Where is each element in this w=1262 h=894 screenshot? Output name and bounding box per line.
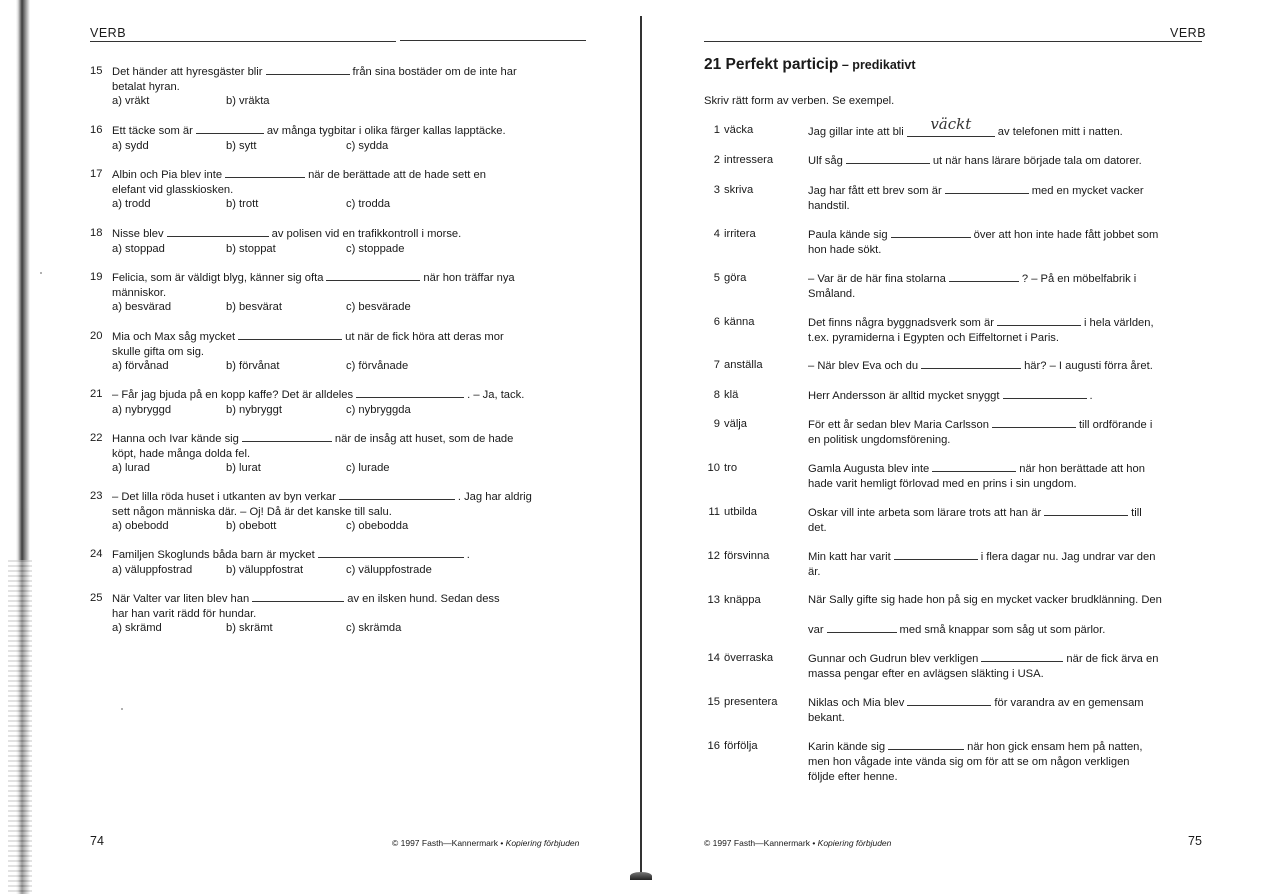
answer-blank[interactable]: [266, 64, 350, 75]
left-header-rule: [90, 41, 396, 42]
row-text-line3: följde efter henne.: [808, 771, 898, 783]
book-gutter-foot: [630, 872, 652, 880]
row-text: när hon berättade att hon: [1019, 463, 1145, 475]
question-18: [90, 226, 590, 257]
question-24: [90, 547, 590, 578]
row-verb: göra: [724, 272, 747, 284]
question-25: [90, 591, 590, 636]
row-text: Gamla Augusta blev inte: [808, 463, 930, 475]
book-gutter: [640, 16, 642, 878]
question-text-line2: sett någon människa där. – Oj! Då är det kanske till salu.: [112, 505, 392, 518]
row-text-line2: massa pengar efter en avlägsen släkting i USA.: [808, 668, 1044, 680]
question-number: 24: [90, 548, 103, 560]
option-c[interactable]: c) trodda: [346, 198, 391, 210]
option-c[interactable]: c) skrämda: [346, 622, 402, 634]
option-c[interactable]: c) obebodda: [346, 520, 409, 532]
exercise-row-1: [704, 115, 1204, 140]
row-text-line2: handstil.: [808, 200, 850, 212]
question-text: Mia och Max såg mycket: [112, 331, 236, 343]
row-text: ut när hans lärare började tala om datorer.: [932, 155, 1142, 167]
row-text: – När blev Eva och du: [808, 360, 919, 372]
exercise-row-13-cont: [704, 622, 1204, 638]
row-text: ? – På en möbelfabrik i: [1021, 273, 1137, 285]
exercise-row-6: [704, 315, 1204, 346]
exercise-row-13: [704, 593, 1204, 608]
question-text: Hanna och Ivar kände sig: [112, 433, 239, 445]
row-verb: skriva: [724, 184, 754, 196]
question-text: ut när de fick höra att deras mor: [345, 331, 504, 343]
copyright-text: © 1997 Fasth—Kannermark •: [704, 838, 818, 848]
exercise-row-7: [704, 358, 1204, 374]
question-text: av en ilsken hund. Sedan dess: [347, 593, 500, 605]
option-b[interactable]: b) besvärat: [226, 301, 282, 313]
row-text: Ulf såg: [808, 155, 843, 167]
option-b[interactable]: b) skrämt: [226, 622, 273, 634]
row-verb: känna: [724, 316, 755, 328]
exercise-row-9: [704, 417, 1204, 448]
row-text: för varandra av en gemensam: [994, 697, 1144, 709]
answer-blank[interactable]: [827, 622, 897, 633]
question-text: Nisse blev: [112, 228, 164, 240]
row-text-line2: t.ex. pyramiderna i Egypten och Eiffeltornet i Paris.: [808, 332, 1060, 344]
row-text-line2: det.: [808, 522, 827, 534]
handwritten-answer: väckt: [930, 115, 972, 133]
option-c[interactable]: c) väluppfostrade: [346, 563, 432, 576]
answer-blank[interactable]: [932, 461, 1016, 472]
exercise-row-2: [704, 153, 1204, 169]
exercise-row-5: [704, 271, 1204, 302]
answer-blank[interactable]: [997, 315, 1081, 326]
answer-blank[interactable]: [888, 739, 964, 750]
answer-blank[interactable]: [318, 547, 464, 558]
row-text: med en mycket vacker: [1031, 185, 1144, 197]
question-number: 25: [90, 592, 103, 604]
exercise-instruction: Skriv rätt form av verben. Se exempel.: [704, 95, 895, 107]
answer-blank[interactable]: [196, 123, 264, 134]
row-text: av telefonen mitt i natten.: [997, 126, 1123, 138]
exercise-title: [704, 56, 916, 74]
right-header-rule: [704, 41, 1202, 42]
row-verb: utbilda: [724, 506, 757, 518]
row-verb: försvinna: [724, 550, 770, 562]
answer-blank[interactable]: [225, 167, 305, 178]
answer-blank[interactable]: [846, 153, 930, 164]
question-text: Familjen Skoglunds båda barn är mycket: [112, 549, 315, 561]
row-verb: väcka: [724, 124, 754, 136]
row-number: 16: [707, 740, 720, 752]
row-verb: irritera: [724, 228, 756, 240]
question-number: 22: [90, 432, 103, 444]
question-text-line2: skulle gifta om sig.: [112, 345, 205, 358]
row-verb: anställa: [724, 359, 763, 371]
question-20: [90, 329, 590, 374]
row-text-line2: hon hade sökt.: [808, 244, 882, 256]
right-page-header: VERB: [1170, 26, 1207, 40]
question-text: Felicia, som är väldigt blyg, känner sig ofta: [112, 272, 324, 284]
question-text-line2: har han varit rädd för hundar.: [112, 607, 257, 620]
option-a[interactable]: a) obebodd: [112, 520, 169, 532]
row-number: 5: [713, 272, 720, 284]
question-text: . Jag har aldrig: [457, 491, 532, 503]
question-text: från sina bostäder om de inte har: [352, 66, 517, 78]
left-page-header: VERB: [90, 26, 127, 40]
answer-blank[interactable]: [238, 329, 342, 340]
row-text: med små knappar som såg ut som pärlor.: [899, 624, 1106, 636]
question-number: 19: [90, 271, 103, 283]
scan-noise: [8, 560, 32, 894]
copyright-notice: Kopiering förbjuden: [817, 838, 892, 848]
scan-speck: [121, 708, 123, 710]
question-text: När Valter var liten blev han: [112, 593, 250, 605]
option-a[interactable]: a) väluppfostrad: [112, 563, 193, 576]
row-text: Herr Andersson är alltid mycket snyggt: [808, 390, 1000, 402]
exercise-row-14: [704, 651, 1204, 682]
option-a[interactable]: a) förvånad: [112, 360, 169, 372]
answer-blank[interactable]: [992, 417, 1076, 428]
question-text: Det händer att hyresgäster blir: [112, 66, 263, 78]
row-text: när hon gick ensam hem på natten,: [967, 741, 1143, 753]
answer-blank[interactable]: [339, 489, 455, 500]
row-text: Min katt har varit: [808, 551, 891, 563]
exercise-row-10: [704, 461, 1204, 492]
row-number: 6: [713, 316, 720, 328]
answer-blank[interactable]: [921, 358, 1021, 369]
question-22: [90, 431, 590, 476]
question-19: [90, 270, 590, 315]
question-text: .: [466, 549, 470, 561]
row-text: När Sally gifte sig hade hon på sig en mycket vacker brudklänning. Den: [808, 594, 1162, 606]
row-text: i flera dagar nu. Jag undrar var den: [980, 551, 1156, 563]
row-text-line2: är.: [808, 566, 821, 578]
question-text: när hon träffar nya: [423, 272, 515, 284]
row-text: Karin kände sig: [808, 741, 886, 753]
row-number: 13: [707, 594, 720, 606]
exercise-row-3: [704, 183, 1204, 214]
question-text: Albin och Pia blev inte: [112, 169, 223, 181]
question-text: när de insåg att huset, som de hade: [334, 433, 514, 445]
row-number: 1: [713, 124, 720, 136]
question-text-line2: köpt, hade många dolda fel.: [112, 447, 251, 460]
option-a[interactable]: a) lurad: [112, 462, 150, 474]
option-b[interactable]: b) väluppfostrat: [226, 563, 304, 576]
option-a[interactable]: a) nybryggd: [112, 403, 172, 416]
row-verb: presentera: [724, 696, 778, 708]
question-text-line2: elefant vid glasskiosken.: [112, 183, 234, 196]
option-c[interactable]: c) nybryggda: [346, 403, 411, 416]
row-text: Jag har fått ett brev som är: [808, 185, 942, 197]
row-number: 2: [713, 154, 720, 166]
left-copyright: [392, 838, 579, 848]
row-text: Niklas och Mia blev: [808, 697, 905, 709]
row-number: 3: [713, 184, 720, 196]
option-b[interactable]: b) förvånat: [226, 360, 280, 372]
question-number: 21: [90, 388, 103, 400]
row-number: 11: [708, 506, 720, 518]
option-b[interactable]: b) trott: [226, 198, 259, 210]
row-text-line2: bekant.: [808, 712, 845, 724]
row-text: här? – I augusti förra året.: [1024, 360, 1153, 372]
row-text: Gunnar och Gudrun blev verkligen: [808, 653, 979, 665]
row-text: när de fick ärva en: [1066, 653, 1159, 665]
answer-blank[interactable]: [891, 227, 971, 238]
option-a[interactable]: a) besvärad: [112, 301, 172, 313]
question-number: 20: [90, 330, 103, 342]
exercise-row-12: [704, 549, 1204, 580]
answer-blank[interactable]: [252, 591, 344, 602]
option-b[interactable]: b) sytt: [226, 139, 257, 152]
question-23: [90, 489, 590, 534]
row-number: 9: [713, 418, 720, 430]
row-number: 8: [713, 389, 720, 401]
row-verb: intressera: [724, 154, 774, 166]
exercise-row-11: [704, 505, 1204, 536]
question-number: 17: [90, 168, 103, 180]
question-text: när de berättade att de hade sett en: [308, 169, 486, 181]
question-text-line2: människor.: [112, 286, 167, 299]
answer-blank[interactable]: [907, 695, 991, 706]
answer-blank[interactable]: [167, 226, 269, 237]
exercise-row-8: [704, 388, 1204, 404]
row-text: Det finns några byggnadsverk som är: [808, 317, 994, 329]
row-verb: tro: [724, 462, 738, 474]
question-16: [90, 123, 590, 154]
row-text: .: [1089, 390, 1093, 402]
row-text-line2: men hon vågade inte vända sig om för att se om någon verkligen: [808, 756, 1130, 768]
right-page-number: 75: [1188, 834, 1202, 848]
right-copyright: [704, 838, 891, 848]
question-17: [90, 167, 590, 212]
copyright-notice: Kopiering förbjuden: [505, 838, 580, 848]
row-text: till: [1131, 507, 1142, 519]
row-number: 10: [707, 462, 720, 474]
answer-blank[interactable]: [981, 651, 1063, 662]
exercise-row-15: [704, 695, 1204, 726]
option-a[interactable]: a) vräkt: [112, 95, 150, 107]
row-number: 4: [713, 228, 720, 240]
row-text: Paula kände sig: [808, 229, 888, 241]
exercise-title-main: 21 Perfekt particip: [704, 56, 839, 73]
row-text: till ordförande i: [1078, 419, 1153, 431]
row-verb: välja: [724, 418, 748, 430]
option-b[interactable]: b) nybryggt: [226, 403, 282, 416]
answer-blank[interactable]: [949, 271, 1019, 282]
row-text: Oskar vill inte arbeta som lärare trots att han är: [808, 507, 1042, 519]
row-number: 7: [713, 359, 720, 371]
left-header-rule: [400, 40, 586, 41]
question-text: av många tygbitar i olika färger kallas lapptäcke.: [266, 125, 506, 137]
copyright-text: © 1997 Fasth—Kannermark •: [392, 838, 506, 848]
row-verb: knäppa: [724, 594, 761, 606]
option-a[interactable]: a) sydd: [112, 139, 149, 152]
option-b[interactable]: b) lurat: [226, 462, 261, 474]
option-c[interactable]: c) förvånade: [346, 360, 409, 372]
row-verb: överraska: [724, 652, 774, 664]
option-b[interactable]: b) vräkta: [226, 95, 270, 107]
example-answer-field[interactable]: [907, 115, 995, 137]
row-text: För ett år sedan blev Maria Carlsson: [808, 419, 989, 431]
question-text: Ett täcke som är: [112, 125, 193, 137]
option-a[interactable]: a) trodd: [112, 198, 151, 210]
question-21: [90, 387, 590, 418]
option-c[interactable]: c) lurade: [346, 462, 390, 474]
question-number: 18: [90, 227, 103, 239]
option-c[interactable]: c) besvärade: [346, 301, 411, 313]
answer-blank[interactable]: [894, 549, 978, 560]
question-text: av polisen vid en trafikkontroll i morse.: [271, 228, 462, 240]
option-a[interactable]: a) skrämd: [112, 622, 162, 634]
row-number: 15: [707, 696, 720, 708]
row-number: 12: [707, 550, 720, 562]
answer-blank[interactable]: [1003, 388, 1087, 399]
answer-blank[interactable]: [356, 387, 464, 398]
question-text: – Får jag bjuda på en kopp kaffe? Det är alldeles: [112, 389, 354, 401]
answer-blank[interactable]: [242, 431, 332, 442]
option-b[interactable]: b) stoppat: [226, 242, 276, 255]
option-b[interactable]: b) obebott: [226, 520, 277, 532]
question-text: – Det lilla röda huset i utkanten av byn verkar: [112, 491, 336, 503]
exercise-title-sub: – predikativt: [838, 58, 916, 72]
answer-blank[interactable]: [945, 183, 1029, 194]
row-text-line2: en politisk ungdomsförening.: [808, 434, 951, 446]
option-c[interactable]: c) sydda: [346, 139, 389, 152]
row-verb: förfölja: [724, 740, 758, 752]
exercise-row-16: [704, 739, 1204, 785]
question-number: 16: [90, 124, 103, 136]
question-text: . – Ja, tack.: [467, 389, 525, 401]
row-verb: klä: [724, 389, 739, 401]
row-text: i hela världen,: [1083, 317, 1154, 329]
scan-speck: [40, 272, 42, 274]
option-a[interactable]: a) stoppad: [112, 242, 165, 255]
row-text: var: [808, 624, 824, 636]
row-text: Jag gillar inte att bli: [808, 126, 904, 138]
question-text-line2: betalat hyran.: [112, 80, 180, 93]
row-text-line2: hade varit hemligt förlovad med en prins i sin ungdom.: [808, 478, 1077, 490]
row-text: över att hon inte hade fått jobbet som: [973, 229, 1159, 241]
answer-blank[interactable]: [326, 270, 420, 281]
option-c[interactable]: c) stoppade: [346, 242, 405, 255]
question-number: 15: [90, 65, 103, 77]
left-page-number: 74: [90, 834, 104, 848]
page-binding-shadow: [0, 0, 40, 894]
row-text-line2: Småland.: [808, 288, 856, 300]
question-number: 23: [90, 490, 103, 502]
answer-blank[interactable]: [1044, 505, 1128, 516]
row-text: – Var är de här fina stolarna: [808, 273, 946, 285]
exercise-row-4: [704, 227, 1204, 258]
question-15: [90, 64, 590, 109]
row-number: 14: [707, 652, 720, 664]
